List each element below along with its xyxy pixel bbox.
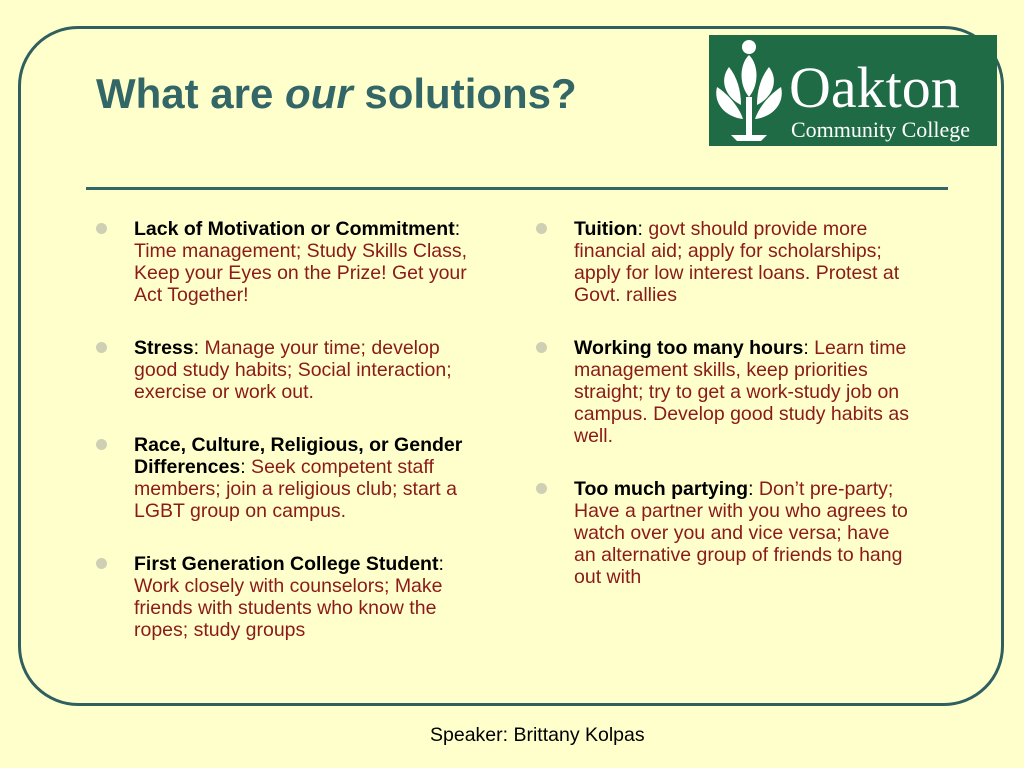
item-description: Don’t pre-party; Have a partner with you who agrees to watch over you and vice versa; have an alternative group of friends to hang out with [574, 478, 908, 588]
bullet-icon [96, 223, 107, 234]
bullet-icon [96, 439, 107, 450]
list-item: Too much partying: Don’t pre-party; Have a partner with you who agrees to watch over you and vice versa; have an alternative group of friends to hang out with [536, 478, 911, 588]
bullet-icon [96, 342, 107, 353]
list-item: Working too many hours: Learn time management skills, keep priorities straight; try to get a work-study job on campus. Develop good study habits as well. [536, 337, 911, 447]
logo-name: Oakton [789, 55, 960, 120]
bullet-icon [536, 483, 547, 494]
list-item: First Generation College Student: Work closely with counselors; Make friends with students who know the ropes; study groups [96, 553, 471, 641]
bullet-icon [536, 223, 547, 234]
item-term: Too much partying [574, 478, 749, 500]
list-item: Race, Culture, Religious, or Gender Differences: Seek competent staff members; join a religious club; start a LGBT group on campus. [96, 434, 471, 522]
bullet-icon [96, 558, 107, 569]
item-description: Work closely with counselors; Make friends with students who know the ropes; study groups [134, 575, 443, 641]
item-term: Stress [134, 337, 194, 359]
item-term: Lack of Motivation or Commitment [134, 218, 455, 240]
title-before: What are [96, 70, 286, 117]
item-term: Race, Culture, Religious, or Gender Differences [134, 434, 463, 478]
item-term: Working too many hours [574, 337, 804, 359]
list-item: Lack of Motivation or Commitment: Time management; Study Skills Class, Keep your Eyes on the Prize! Get your Act Together! [96, 218, 471, 306]
item-description: Manage your time; develop good study habits; Social interaction; exercise or work out. [134, 337, 452, 403]
item-description: Learn time management skills, keep priorities straight; try to get a work-study job on campus. Develop good study habits as well. [574, 337, 909, 447]
item-description: govt should provide more financial aid; apply for scholarships; apply for low interest loans. Protest at Govt. rallies [574, 218, 900, 306]
item-term: Tuition [574, 218, 638, 240]
left-column [96, 218, 471, 672]
bullet-icon [536, 342, 547, 353]
logo-subtitle: Community College [791, 117, 971, 142]
title-after: solutions? [352, 70, 577, 117]
oak-leaf-icon [716, 40, 782, 141]
list-item: Tuition: govt should provide more financial aid; apply for scholarships; apply for low interest loans. Protest at Govt. rallies [536, 218, 911, 306]
item-description: Seek competent staff members; join a religious club; start a LGBT group on campus. [134, 456, 457, 522]
speaker-credit: Speaker: Brittany Kolpas [430, 724, 645, 746]
item-description: Time management; Study Skills Class, Keep your Eyes on the Prize! Get your Act Together! [134, 240, 468, 306]
right-column [536, 218, 911, 619]
title-emphasis: our [285, 70, 353, 117]
title-divider [86, 187, 948, 190]
item-term: First Generation College Student [134, 553, 439, 575]
slide-title [96, 70, 577, 118]
oakton-logo [709, 35, 997, 146]
list-item: Stress: Manage your time; develop good study habits; Social interaction; exercise or work out. [96, 337, 471, 403]
